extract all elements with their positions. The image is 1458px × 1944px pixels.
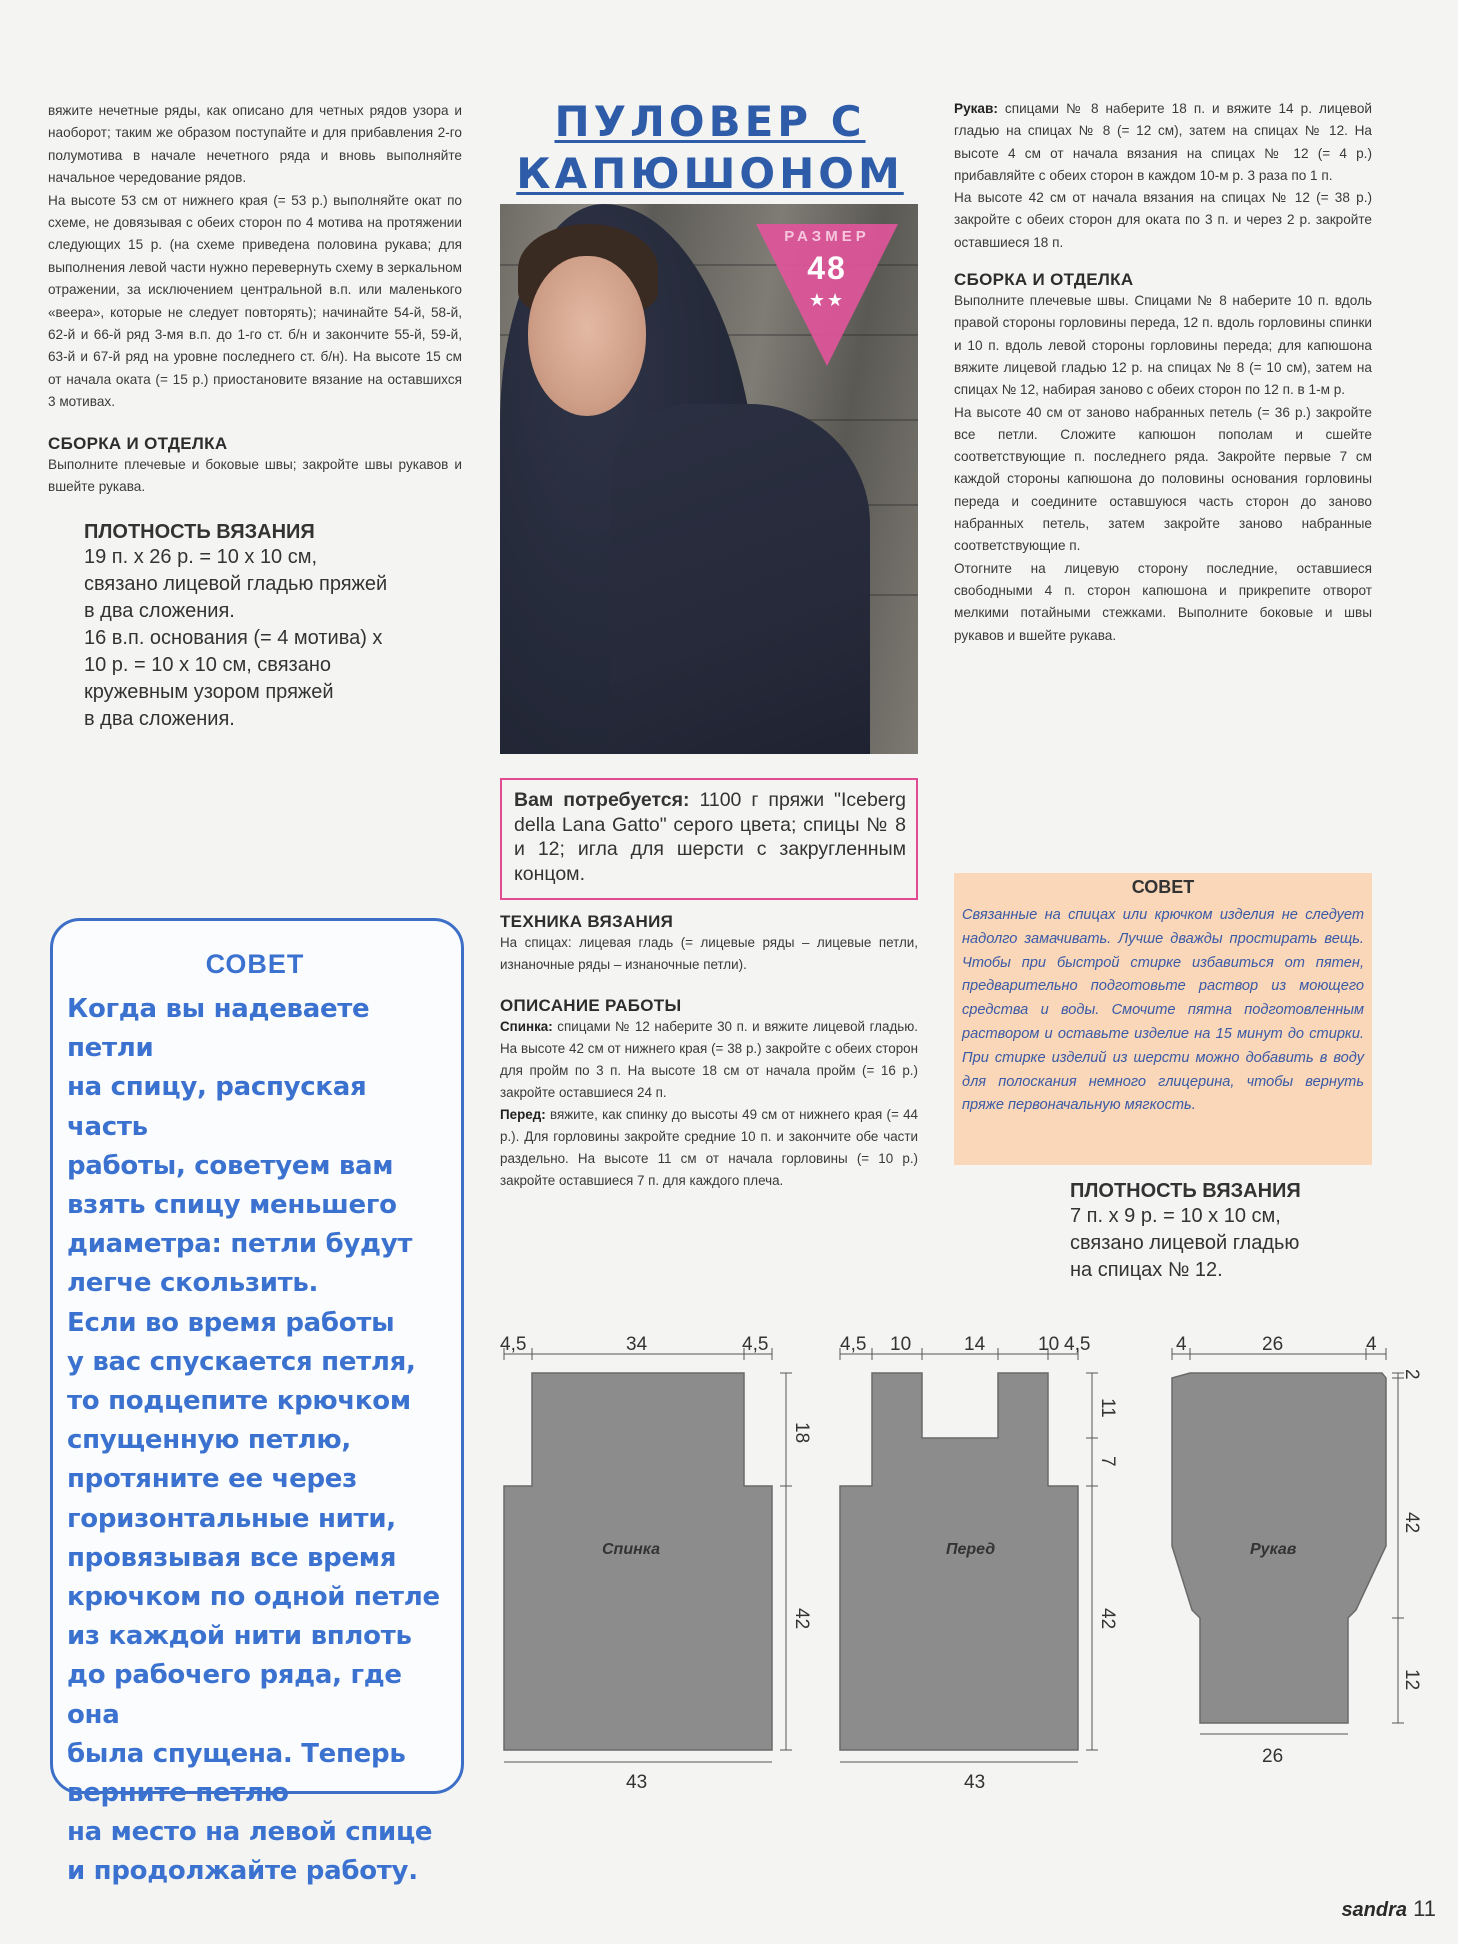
- left-gauge-heading: ПЛОТНОСТЬ ВЯЗАНИЯ: [84, 520, 315, 543]
- front-instructions: [500, 1104, 918, 1192]
- tip-left-line: до рабочего ряда, где она: [67, 1660, 402, 1730]
- back-dim-bottom: 43: [626, 1772, 648, 1793]
- size-badge: [752, 220, 902, 370]
- pattern-diagrams-svg: [486, 1326, 1426, 1796]
- sleeve-text: спицами № 8 наберите 18 п. и вяжите 14 р. лицевой гладью на спицах № 8 (= 12 см), затем на спицах № 12. На высоте 4 см от начала вязания на спицах № 12 (= 4 р.) прибавляйте с обеих сторон в каждом 10-м р. 3 раза по 1 п.: [954, 101, 1372, 183]
- tip-left-line: Когда вы надеваете петли: [67, 994, 370, 1064]
- tip-left-line: Если во время работы: [67, 1307, 395, 1338]
- right-assembly-text-2: На высоте 40 см от заново набранных петель (= 36 р.) закройте все петли. Сложите капюшон пополам и сшейте соответствующие п. последнего ряда. Закройте первые 7 см каждой стороны капюшона до половины основания горловины переда и соедините оставшуюся часть сторон до заново набранных петель, затем закройте заново набранные соответствующие п.: [954, 404, 1372, 554]
- sleeve-piece-label: Рукав: [1250, 1541, 1297, 1558]
- badge-difficulty-stars: ★★: [808, 290, 846, 310]
- back-dim-top-right: 4,5: [742, 1334, 769, 1355]
- left-assembly-text: Выполните плечевые и боковые швы; закройте швы рукавов и вшейте рукава.: [48, 456, 462, 495]
- back-dim-right-top: 18: [791, 1422, 812, 1444]
- sleeve-dim-right-3: 12: [1401, 1669, 1422, 1691]
- right-assembly-text-3: Отогните на лицевую сторону последние, оставшиеся свободными 4 п. сторон капюшона и прикрепите отворот мелкими потайными стежками. Выполните боковые и швы рукавов и вшейте рукава.: [954, 560, 1372, 643]
- face-shape: [528, 256, 646, 416]
- tip-left-line: на спицу, распуская часть: [67, 1072, 367, 1142]
- technique-text: На спицах: лицевая гладь (= лицевые ряды – лицевые петли, изнаночные ряды – изнаночные петли).: [500, 935, 918, 972]
- back-shape: [504, 1373, 772, 1750]
- back-dim-right-bottom: 42: [791, 1608, 812, 1630]
- pattern-diagrams: [486, 1326, 1426, 1796]
- right-gauge-block: [1070, 1180, 1370, 1284]
- front-dim-right-2: 7: [1097, 1456, 1118, 1467]
- sleeve-piece: [1172, 1334, 1422, 1767]
- front-piece-label: Перед: [946, 1541, 996, 1558]
- left-gauge-line: в два сложения.: [84, 599, 235, 622]
- sleeve-label: Рукав:: [954, 101, 998, 116]
- badge-size-label: РАЗМЕР: [784, 228, 870, 245]
- front-dim-top-4: 10: [1038, 1334, 1060, 1355]
- left-gauge-block: [84, 521, 462, 733]
- tip-left-line: была спущена. Теперь: [67, 1738, 406, 1769]
- tip-left-line: протяните ее через: [67, 1464, 357, 1495]
- title-line-2: КАПЮШОНОМ: [516, 149, 904, 198]
- sleeve-instructions: [954, 98, 1372, 187]
- middle-column: [500, 912, 918, 1192]
- technique-heading: ТЕХНИКА ВЯЗАНИЯ: [500, 912, 674, 931]
- front-piece: [840, 1334, 1118, 1793]
- front-label: Перед:: [500, 1107, 546, 1122]
- tip-left-line: верните петлю: [67, 1778, 289, 1809]
- tip-left-line: из каждой нити вплоть: [67, 1621, 412, 1652]
- back-piece: [500, 1334, 812, 1793]
- tip-left-line: спущенную петлю,: [67, 1425, 351, 1456]
- back-dim-top-mid: 34: [626, 1334, 648, 1355]
- title-line-1: ПУЛОВЕР С: [554, 97, 866, 146]
- tip-left-line: взять спицу меньшего: [67, 1190, 397, 1221]
- left-column: [48, 100, 462, 733]
- sleeve-dim-top-2: 26: [1262, 1334, 1284, 1355]
- badge-size-number: 48: [807, 250, 847, 286]
- front-dim-right-3: 42: [1097, 1608, 1118, 1630]
- left-gauge-line: в два сложения.: [84, 707, 235, 730]
- tip-left-line: у вас спускается петля,: [67, 1346, 416, 1377]
- left-gauge-line: 19 п. х 26 р. = 10 х 10 см,: [84, 545, 318, 568]
- tip-left-line: работы, советуем вам: [67, 1150, 394, 1181]
- front-dim-top-1: 4,5: [840, 1334, 867, 1355]
- left-assembly-heading: СБОРКА И ОТДЕЛКА: [48, 433, 228, 453]
- left-paragraph-1: вяжите нечетные ряды, как описано для четных рядов узора и наоборот; таким же образом поступайте и для прибавления 2-го полумотива в начале нечетного ряда и вновь выполняйте начальное чередование рядов.: [48, 103, 462, 186]
- left-gauge-line: кружевным узором пряжей: [84, 680, 334, 703]
- back-dim-top-left: 4,5: [500, 1334, 527, 1355]
- sleeve-dim-top-1: 4: [1176, 1334, 1187, 1355]
- sleeve-dim-top-3: 4: [1366, 1334, 1377, 1355]
- left-gauge-line: связано лицевой гладью пряжей: [84, 572, 388, 595]
- magazine-brand: sandra: [1341, 1899, 1408, 1921]
- front-shape: [840, 1373, 1078, 1750]
- right-gauge-line: связано лицевой гладью: [1070, 1232, 1300, 1254]
- right-gauge-line: 7 п. х 9 р. = 10 х 10 см,: [1070, 1205, 1281, 1227]
- back-label: Спинка:: [500, 1019, 553, 1034]
- front-dim-top-2: 10: [890, 1334, 912, 1355]
- tip-box-left: [50, 918, 464, 1887]
- tip-left-line: то подцепите крючком: [67, 1386, 411, 1417]
- sweater-shape: [610, 404, 870, 754]
- tip-left-body: [67, 990, 443, 1892]
- front-dim-top-3: 14: [964, 1334, 986, 1355]
- tip-right-title: СОВЕТ: [1131, 877, 1195, 897]
- page-number: 11: [1413, 1896, 1436, 1921]
- tip-left-line: диаметра: петли будут: [67, 1229, 413, 1260]
- page-title: [500, 96, 920, 200]
- tip-left-line: крючком по одной петле: [67, 1582, 440, 1613]
- tip-box-right: [954, 873, 1372, 1165]
- right-column: [954, 98, 1372, 647]
- sleeve-dim-right-2: 42: [1401, 1512, 1422, 1534]
- description-heading: ОПИСАНИЕ РАБОТЫ: [500, 996, 682, 1015]
- tip-left-line: и продолжайте работу.: [67, 1856, 418, 1887]
- right-gauge-heading: ПЛОТНОСТЬ ВЯЗАНИЯ: [1070, 1180, 1301, 1202]
- back-piece-label: Спинка: [602, 1541, 660, 1558]
- tip-left-line: легче скользить.: [67, 1268, 319, 1299]
- front-text: вяжите, как спинку до высоты 49 см от нижнего края (= 44 р.). Для горловины закройте средние 10 п. и закончите обе части раздельно. На высоте 11 см от начала горловины (= 10 р.) закройте оставшиеся 7 п. для каждого плеча.: [500, 1107, 918, 1188]
- tip-left-line: провязывая все время: [67, 1542, 397, 1573]
- materials-text: 1100 г пряжи "Iceberg della Lana Gatto" серого цвета; спицы № 8 и 12; игла для шерсти с закругленным концом.: [514, 789, 906, 885]
- tip-left-title: СОВЕТ: [205, 949, 305, 979]
- tip-left-line: на место на левой спице: [67, 1817, 433, 1848]
- materials-label: Вам потребуется:: [514, 789, 690, 811]
- tip-right-body: Связанные на спицах или крючком изделия не следует надолго замачивать. Лучше дважды простирать вещь. Чтобы при быстрой стирке избавиться от пятен, предварительно подготовьте раствор из моющего средства и воды. Смочите пятна подготовленным раствором и оставьте изделие на 15 минут до стирки. При стирке изделий из шерсти можно добавить в воду для полоскания немного глицерина, чтобы вернуть пряже первоначальную мягкость.: [962, 907, 1364, 1114]
- page-footer: [1341, 1896, 1436, 1922]
- back-instructions: [500, 1016, 918, 1104]
- left-gauge-line: 16 в.п. основания (= 4 мотива) х: [84, 626, 383, 649]
- sleeve-text-2: На высоте 42 см от начала вязания на спицах № 12 (= 38 р.) закройте с обеих сторон для оката по 3 п. и через 2 р. закройте оставшиеся 18 п.: [954, 190, 1372, 250]
- right-assembly-heading: СБОРКА И ОТДЕЛКА: [954, 270, 1134, 290]
- sleeve-dim-bottom: 26: [1262, 1746, 1284, 1767]
- back-text: спицами № 12 наберите 30 п. и вяжите лицевой гладью. На высоте 42 см от нижнего края (= 38 р.) закройте с обеих сторон для пройм по 3 п. На высоте 18 см от начала пройм (= 16 р.) закройте оставшиеся 24 п.: [500, 1019, 918, 1100]
- sleeve-dim-right-1: 2: [1401, 1369, 1422, 1380]
- right-gauge-line: на спицах № 12.: [1070, 1259, 1223, 1281]
- materials-box: [500, 778, 918, 900]
- tip-left-line: горизонтальные нити,: [67, 1503, 396, 1534]
- left-gauge-line: 10 р. = 10 х 10 см, связано: [84, 653, 331, 676]
- left-paragraph-2: На высоте 53 см от нижнего края (= 53 р.) выполняйте окат по схеме, не довязывая с обеих сторон по 4 мотива на протяжении следующих 15 р. (на схеме приведена половина рукава; для выполнения левой части нужно перевернуть схему в зеркальном отражении, за исключением центральной в.п. или маленького «веера», которые не следует повторять); начинайте 54-й, 58-й, 62-й и 66-й ряд 3-мя в.п. до 1-го ст. б/н и закончите 55-й, 59-й, 63-й и 67-й ряд на уровне последнего ст. б/н). На высоте 15 см от начала оката (= 15 р.) приостановите вязание на оставшихся 3 мотивах.: [48, 192, 462, 410]
- front-dim-top-5: 4,5: [1064, 1334, 1091, 1355]
- front-dim-right-1: 11: [1097, 1398, 1118, 1418]
- right-assembly-text-1: Выполните плечевые швы. Спицами № 8 наберите 10 п. вдоль правой стороны горловины переда, 12 п. вдоль горловины спинки и 10 п. вдоль левой стороны горловины переда; для капюшона вяжите лицевой гладью 12 р. на спицах № 8 (= 10 см), затем на спицах № 12, набирая заново с обеих сторон по 12 п. в 1-м р.: [954, 293, 1372, 398]
- front-dim-bottom: 43: [964, 1772, 986, 1793]
